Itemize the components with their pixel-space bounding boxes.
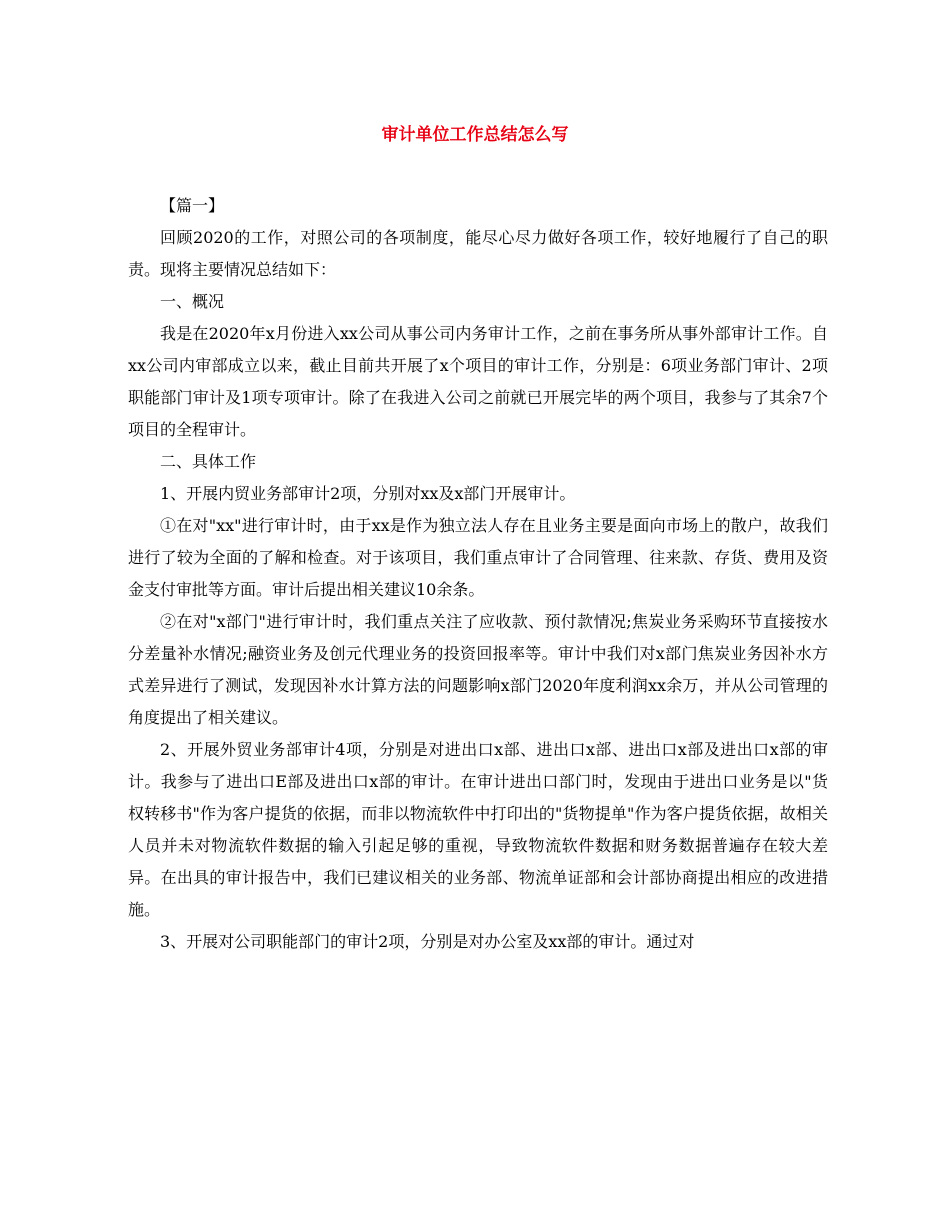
section-heading-part-one: 【篇一】 <box>160 196 225 215</box>
paragraph-functional-dept-audit: 3、开展对公司职能部门的审计2项，分别是对办公室及xx部的审计。通过对 <box>160 932 695 951</box>
paragraph-audit-item-1: ①在对"xx"进行审计时，由于xx是作为独立法人存在且业务主要是面向市场上的散户，故我们进行了较为全面的了解和检查。对于该项目，我们重点审计了合同管理、往来款、存货、费用及资金支付审批等方面。审计后提出相关建议10余条。 <box>128 516 828 599</box>
paragraph-domestic-trade-audit: 1、开展内贸业务部审计2项，分别对xx及x部门开展审计。 <box>160 484 576 503</box>
document-title: 审计单位工作总结怎么写 <box>381 125 569 145</box>
paragraph-overview: 我是在2020年x月份进入xx公司从事公司内务审计工作，之前在事务所从事外部审计工作。自xx公司内审部成立以来，截止目前共开展了x个项目的审计工作，分别是：6项业务部门审计、2项职能部门审计及1项专项审计。除了在我进入公司之前就已开展完毕的两个项目，我参与了其余7个项目的全程审计。 <box>128 324 828 439</box>
section-heading-specific-work: 二、具体工作 <box>160 452 257 471</box>
section-heading-overview: 一、概况 <box>160 292 225 311</box>
paragraph-intro: 回顾2020的工作，对照公司的各项制度，能尽心尽力做好各项工作，较好地履行了自己的职责。现将主要情况总结如下： <box>128 228 828 279</box>
paragraph-audit-item-2: ②在对"x部门"进行审计时，我们重点关注了应收款、预付款情况;焦炭业务采购环节直接按水分差量补水情况;融资业务及创元代理业务的投资回报率等。审计中我们对x部门焦炭业务因补水方式差异进行了测试，发现因补水计算方法的问题影响x部门2020年度利润xx余万，并从公司管理的角度提出了相关建议。 <box>128 612 828 727</box>
paragraph-foreign-trade-audit: 2、开展外贸业务部审计4项，分别是对进出口x部、进出口x部、进出口x部及进出口x部的审计。我参与了进出口E部及进出口x部的审计。在审计进出口部门时，发现由于进出口业务是以"货权转移书"作为客户提货的依据，而非以物流软件中打印出的"货物提单"作为客户提货依据，故相关人员并未对物流软件数据的输入引起足够的重视，导致物流软件数据和财务数据普遍存在较大差异。在出具的审计报告中，我们已建议相关的业务部、物流单证部和会计部协商提出相应的改进措施。 <box>128 740 828 919</box>
document-body <box>128 190 828 958</box>
